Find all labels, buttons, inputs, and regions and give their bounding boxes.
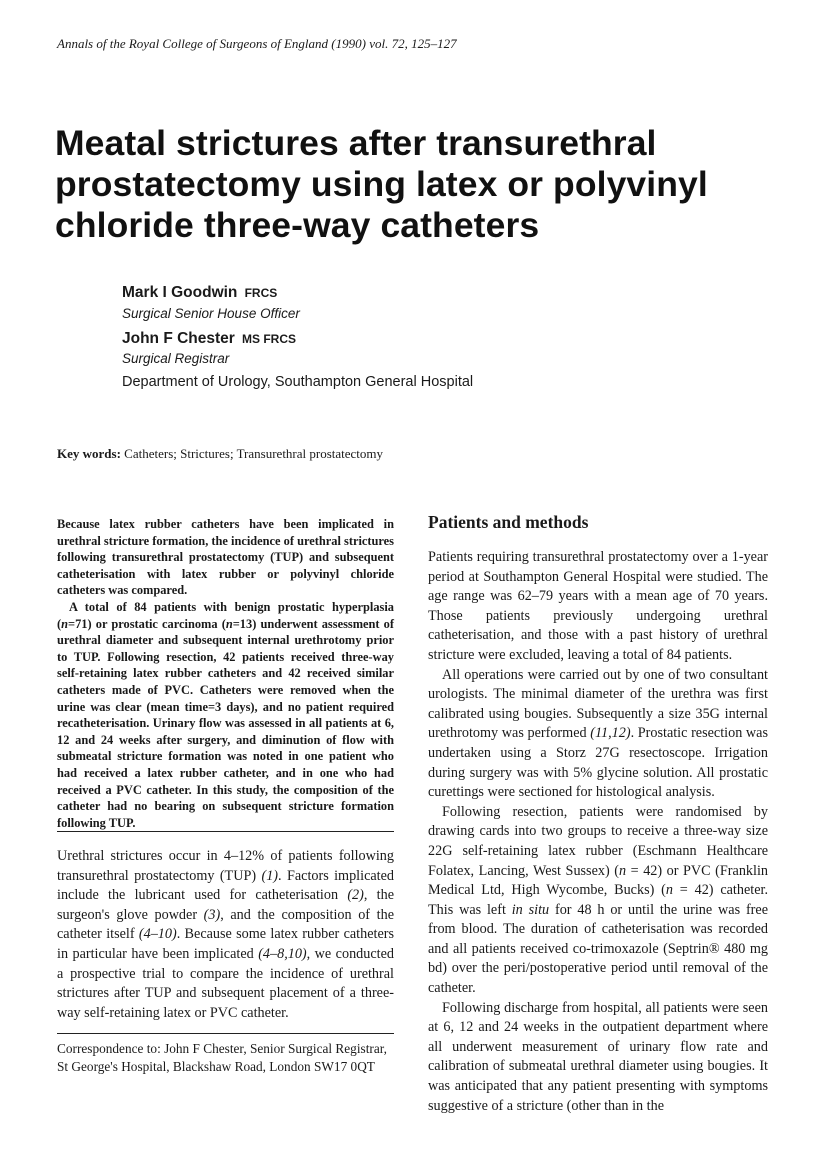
citation: (2) [347,887,364,904]
citation: (4–10) [138,926,177,943]
author-2-role: Surgical Registrar [122,351,230,366]
title-line-2: prostatectomy using latex or polyvinyl [55,164,708,204]
correspondence-line-1: Correspondence to: John F Chester, Senior Surgical Registrar, [57,1041,387,1056]
title-line-1: Meatal strictures after transurethral [55,123,657,163]
methods-section [428,548,768,1116]
journal-header [57,36,457,52]
author-1-role: Surgical Senior House Officer [122,306,300,321]
affiliation: Department of Urology, Southampton General Hospital [122,374,474,390]
methods-paragraph-1: Patients requiring transurethral prostatectomy over a 1-year period at Southampton General Hospital were studied. The age range was 62–79 years with a mean age of 70 years. Those patients previously undergoing urethral catheterisation, and those with a past history of urethral stricture were excluded, leaving a total of 84 patients. [428,549,768,663]
methods-paragraph-2: All operations were carried out by one of two consultant urologists. The minimal diameter of the urethra was first calibrated using bougies. Subsequently a size 35G internal urethrotomy was performed (11,12). Prostatic resection was undertaken using a Storz 27G resectoscope. Irrigation during surgery was with 5% glycine solution. All prostatic curettings were sectioned for histological analysis. [428,666,768,801]
keywords-text: Catheters; Strictures; Transurethral prostatectomy [120,446,384,461]
author-1-name: Mark I Goodwin [122,284,238,301]
keywords [57,446,383,462]
introduction-paragraph: Urethral strictures occur in 4–12% of patients following transurethral prostatectomy (TUP) (1). Factors implicated include the lubricant used for catheterisation (2), the surgeon's glove powder (3), and the composition of the catheter itself (4–10). Because some latex rubber catheters in particular have been implicated (4–8,10), we conducted a prospective trial to compare the incidence of urethral strictures after TUP and subsequent placement of a three-way self-retaining latex or PVC catheter. [57,848,394,1021]
journal-name: Annals of the Royal College of Surgeons of England [57,36,329,51]
abstract [57,516,394,831]
section-heading: Patients and methods [428,512,589,532]
correspondence-line-2: St George's Hospital, Blackshaw Road, London SW17 0QT [57,1059,375,1074]
author-1 [122,284,277,302]
author-2 [122,330,296,348]
journal-volume: (1990) vol. 72, 125–127 [331,36,457,51]
author-2-degrees: MS FRCS [242,332,296,346]
author-1-degrees: FRCS [244,286,278,300]
article-title [55,123,775,246]
correspondence-footnote [57,1040,397,1076]
citation: (1) [261,867,279,884]
title-line-3: chloride three-way catheters [55,205,540,245]
abstract-paragraph-1: Because latex rubber catheters have been implicated in urethral stricture formation, the incidence of urethral strictures following transurethral prostatectomy (TUP) and subsequent catheterisation with latex rubber or polyvinyl chloride catheters was compared. [57,517,394,598]
citation: (4–8,10) [258,945,307,962]
footnote-divider [57,1033,394,1034]
keywords-label: Key words: [57,446,121,461]
methods-paragraph-4: Following discharge from hospital, all patients were seen at 6, 12 and 24 weeks in the outpatient department where all underwent measurement of urinary flow rate and calibration of submeatal urethral diameter using bougies. It was anticipated that any patient presenting with symptoms suggestive of a stricture (other than in the [428,999,768,1114]
citation: (3) [203,906,221,923]
methods-paragraph-3: Following resection, patients were randomised by drawing cards into two groups to receive a three-way size 22G self-retaining latex rubber (Eschmann Healthcare Folatex, Lancing, West Sussex) (n = 42) or PVC (Franklin Medical Ltd, High Wycombe, Bucks) (n = 42) catheter. This was left in situ for 48 h or until the urine was free from blood. The duration of catheterisation was recorded and all patients received co-trimoxazole (Septrin® 480 mg bd) over the peri/postoperative period until removal of the catheter. [428,803,768,997]
citation: (11,12) [590,725,631,742]
author-2-name: John F Chester [122,330,235,347]
abstract-divider [57,831,394,832]
abstract-paragraph-2: A total of 84 patients with benign prostatic hyperplasia (n=71) or prostatic carcinoma (n=13) underwent assessment of urethral diameter and subsequent internal urethrotomy prior to TUP. Following resection, 42 patients received three-way self-retaining latex rubber catheters and 42 received similar catheters made of PVC. Catheters were removed when the urine was clear (mean time=3 days), and no patient required recatheterisation. Urinary flow was assessed in all patients at 6, 12 and 24 weeks after surgery, and diminution of flow with submeatal stricture formation was noted in one patient who had received a latex rubber catheter, and in one who had received a PVC catheter. In this study, the composition of the catheter had no bearing on subsequent stricture formation following TUP. [57,599,395,830]
